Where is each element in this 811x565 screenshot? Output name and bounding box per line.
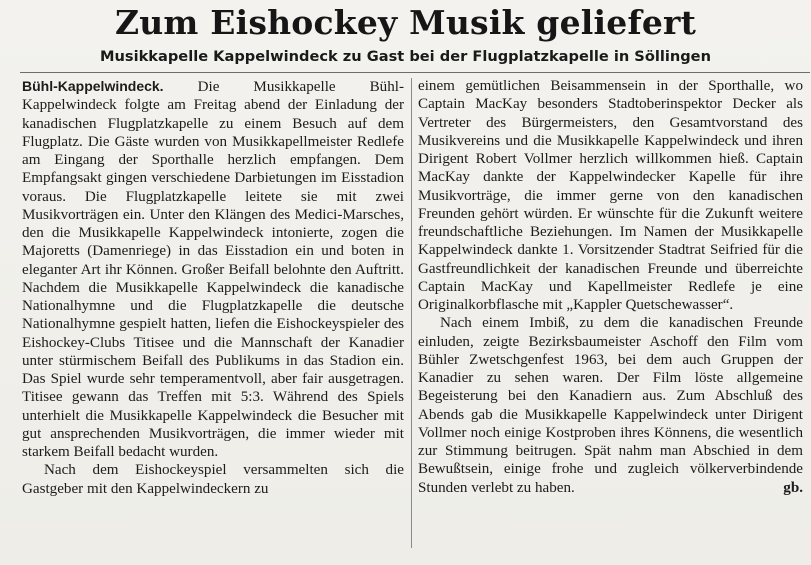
column-divider <box>411 78 412 548</box>
paragraph-text: Nach einem Imbiß, zu dem die kanadischen Freunde einluden, zeigte Bezirksbaumeister Aschoff den Film vom Bühler Zwetschgenfest 1963, bei dem auch Gruppen der Kanadier zu sehen waren. Der Film löste allgemeine Begeisterung bei den Kanadiern aus. Zum Abschluß des Abends gab die Musikkapelle Kappelwindeck unter Dirigent Vollmer noch einige Kostproben ihres Könnens, die wesentlich zur Stimmung beitrugen. Spät nahm man Abschied in dem Bewußtsein, einige frohe und zugleich völkerverbindende Stunden verlebt zu haben. <box>418 315 803 496</box>
headline-rule <box>20 72 810 73</box>
article-subheadline: Musikkapelle Kappelwindeck zu Gast bei der Flugplatzkapelle in Söllingen <box>100 48 711 65</box>
article-paragraph <box>418 314 803 497</box>
article-paragraph <box>418 77 803 314</box>
article-headline: Zum Eishockey Musik geliefert <box>114 3 697 42</box>
paragraph-text: einem gemütlichen Beisammensein in der Sporthalle, wo Captain MacKay besonders Stadtoberinspektor Decker als Vertreter des Bürgermeisters, den Gesamtvorstand des Musikvereins und die Musikkapelle Kappelwindeck und ihren Dirigent Robert Vollmer herzlich willkommen hieß. Captain MacKay dankte der Kappelwindecker Kapelle für ihre Musikvorträge, die immer gerne von den kanadischen Freunden gehört würden. Er wünschte für die Zukunft weitere freundschaftliche Beziehungen. Im Namen der Musikkapelle Kappelwindeck dankte 1. Vorsitzender Stadtrat Seifried für die Gastfreundlichkeit der kanadischen Freunde und überreichte Captain MacKay und Kapellmeister Redlefe je eine Originalkorbflasche mit „Kappler Quetschewasser“. <box>418 78 803 313</box>
paragraph-text: Die Musikkapelle Bühl-Kappelwindeck folgte am Freitag abend der Einladung der kanadischen Flugplatzkapelle zu einem Besuch auf dem Flugplatz. Die Gäste wurden von Musikkapellmeister Redlefe am Eingang der Sporthalle herzlich empfangen. Dem Empfangsakt gingen verschiedene Darbietungen im Eisstadion voraus. Die Flugplatzkapelle leitete sie mit zwei Musikvorträgen ein. Unter den Klängen des Medici-Marsches, den die Musikkapelle Kappelwindeck intonierte, zogen die Majoretts (Damenriege) in das Eisstadion ein und boten in eleganter Art ihr Können. Großer Beifall belohnte den Auftritt. Nachdem die Musikkapelle Kappelwindeck die kanadische Nationalhymne und die Flugplatzkapelle die deutsche Nationalhymne gespielt hatten, liefen die Eishockeyspieler des Eishockey-Clubs Titisee und die Mannschaft der Kanadier unter stürmischem Beifall des Publikums in das Stadion ein. Das Spiel wurde sehr temperamentvoll, aber fair ausgetragen. Titisee gewann das Treffen mit 5:3. Während des Spiels unterhielt die Musikkapelle Kappelwindeck die Besucher mit gut ansprechenden Musikvorträgen, die immer wieder mit starkem Beifall bedacht wurden. <box>22 79 404 460</box>
article-paragraph <box>22 77 404 461</box>
article-column-right <box>418 77 803 497</box>
article-paragraph <box>22 461 404 498</box>
article-column-left <box>22 77 404 498</box>
article-dateline: Bühl-Kappelwindeck. <box>22 78 164 94</box>
author-signoff: gb. <box>783 479 803 496</box>
paragraph-text: Nach dem Eishockeyspiel versammelten sich die Gastgeber mit den Kappelwindeckern zu <box>22 462 404 497</box>
